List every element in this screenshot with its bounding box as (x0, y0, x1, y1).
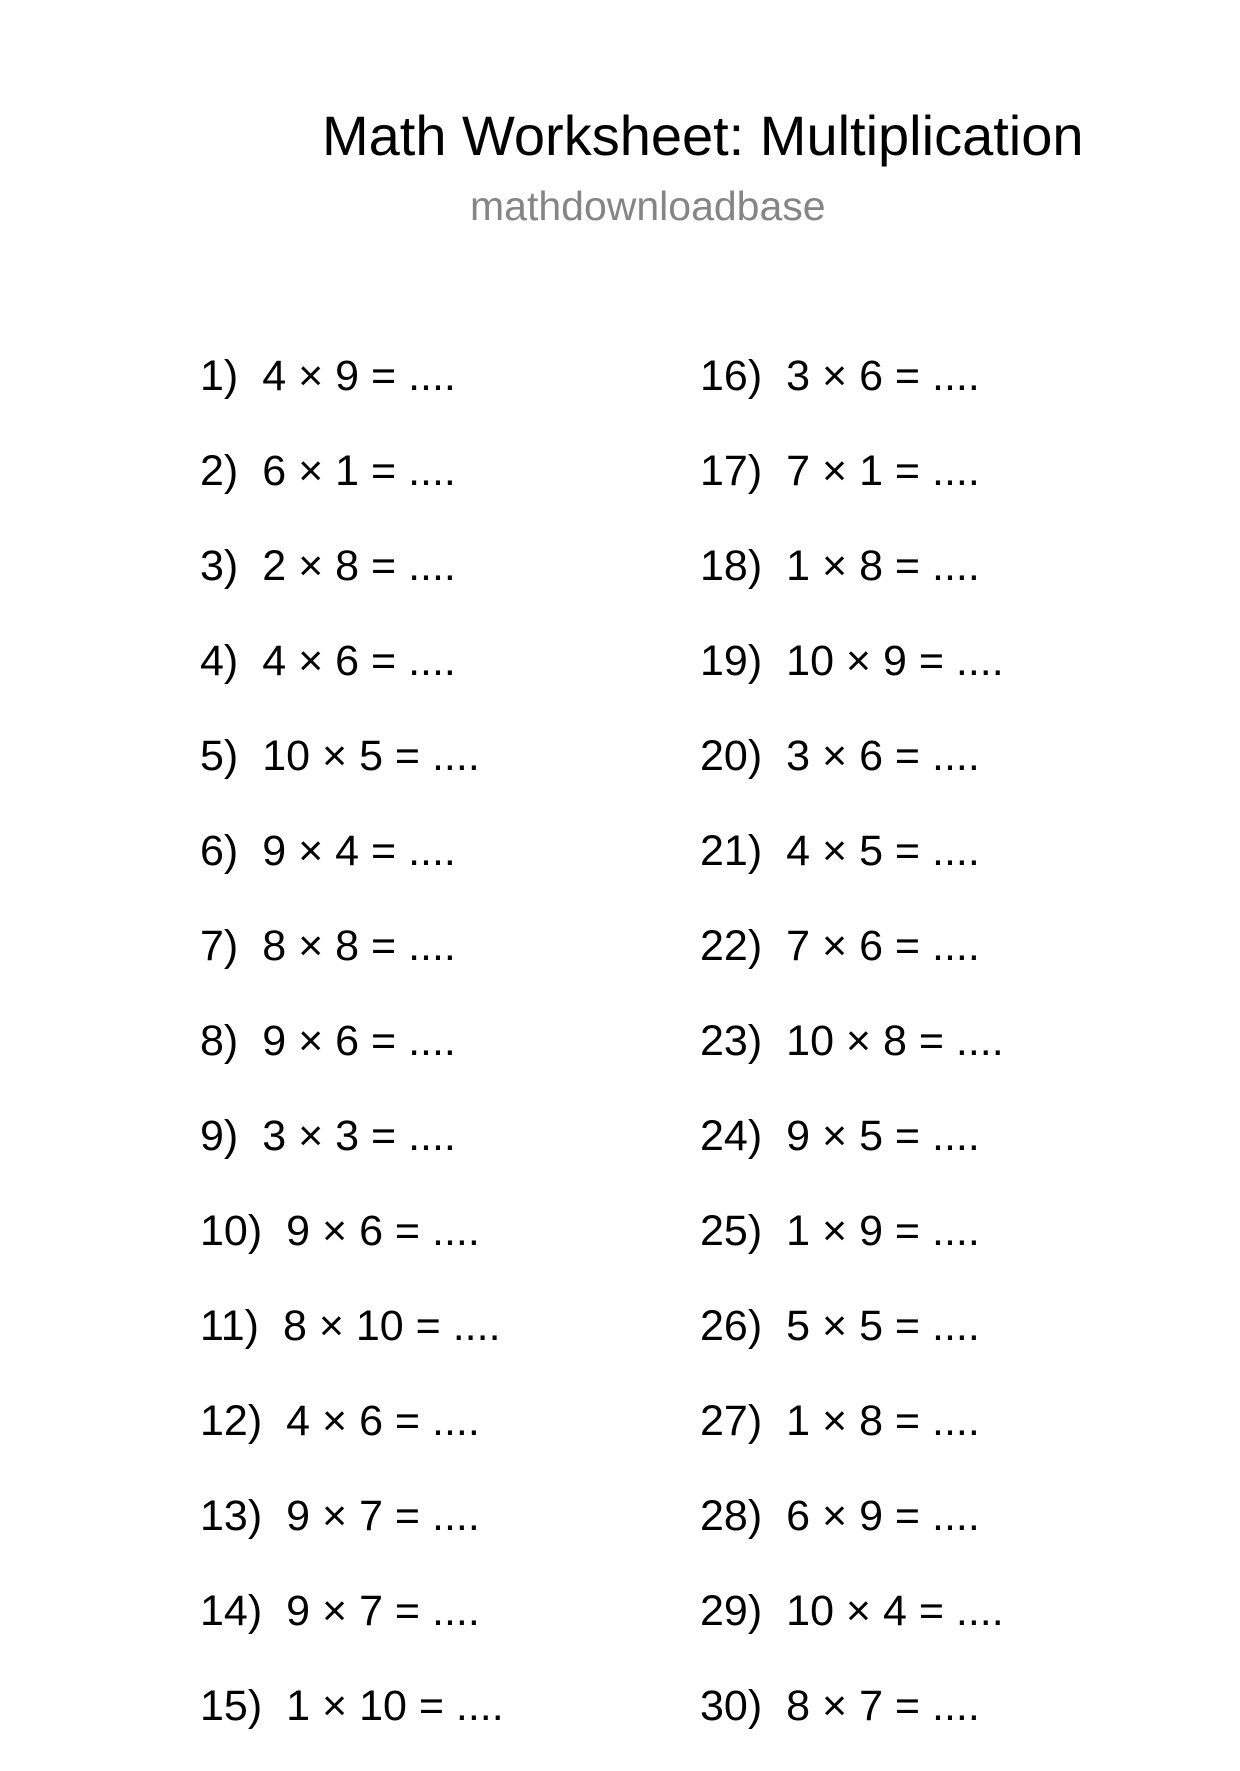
problem-item (700, 1391, 1180, 1486)
problem-item (200, 1296, 680, 1391)
problem-item (700, 1106, 1180, 1201)
problem-number: 27) (700, 1397, 763, 1445)
problem-item (700, 1201, 1180, 1296)
problem-number: 29) (700, 1587, 763, 1635)
problem-item (700, 1581, 1180, 1676)
problem-number: 13) (200, 1492, 263, 1540)
problem-expression: 6 × 1 = .... (262, 447, 456, 495)
problem-expression: 10 × 8 = .... (786, 1017, 1004, 1065)
problem-item (200, 346, 680, 441)
problem-column-left (200, 346, 680, 1771)
problem-item (200, 1391, 680, 1486)
problem-item (200, 1676, 680, 1771)
problem-expression: 4 × 6 = .... (262, 637, 456, 685)
problem-expression: 4 × 9 = .... (262, 352, 456, 400)
problem-expression: 8 × 8 = .... (262, 922, 456, 970)
problem-number: 14) (200, 1587, 263, 1635)
problem-item (700, 441, 1180, 536)
problem-number: 21) (700, 827, 763, 875)
problem-item (700, 536, 1180, 631)
problem-expression: 10 × 4 = .... (786, 1587, 1004, 1635)
problem-expression: 1 × 9 = .... (786, 1207, 980, 1255)
problem-item (200, 441, 680, 536)
problem-expression: 3 × 6 = .... (786, 732, 980, 780)
problem-number: 4) (200, 637, 239, 685)
problem-expression: 1 × 10 = .... (286, 1682, 504, 1730)
problem-item (200, 726, 680, 821)
problem-number: 26) (700, 1302, 763, 1350)
problem-expression: 9 × 4 = .... (262, 827, 456, 875)
problem-number: 28) (700, 1492, 763, 1540)
problem-item (200, 1201, 680, 1296)
problem-item (700, 1011, 1180, 1106)
problem-expression: 2 × 8 = .... (262, 542, 456, 590)
problem-item (700, 726, 1180, 821)
problem-number: 12) (200, 1397, 263, 1445)
problem-expression: 9 × 6 = .... (262, 1017, 456, 1065)
problem-number: 9) (200, 1112, 239, 1160)
problem-number: 1) (200, 352, 239, 400)
problem-number: 8) (200, 1017, 239, 1065)
problem-number: 19) (700, 637, 763, 685)
problem-item (200, 1581, 680, 1676)
problem-expression: 6 × 9 = .... (786, 1492, 980, 1540)
problem-number: 10) (200, 1207, 263, 1255)
problem-number: 20) (700, 732, 763, 780)
problem-expression: 9 × 6 = .... (286, 1207, 480, 1255)
problem-item (700, 916, 1180, 1011)
problem-expression: 4 × 6 = .... (286, 1397, 480, 1445)
problem-number: 30) (700, 1682, 763, 1730)
problem-column-right (700, 346, 1180, 1771)
problem-number: 15) (200, 1682, 263, 1730)
problem-number: 23) (700, 1017, 763, 1065)
problem-expression: 10 × 5 = .... (262, 732, 480, 780)
problem-number: 22) (700, 922, 763, 970)
problem-expression: 5 × 5 = .... (786, 1302, 980, 1350)
problem-expression: 1 × 8 = .... (786, 1397, 980, 1445)
problem-item (200, 631, 680, 726)
problem-expression: 8 × 7 = .... (786, 1682, 980, 1730)
problem-expression: 7 × 6 = .... (786, 922, 980, 970)
problem-item (700, 1486, 1180, 1581)
problem-item (200, 1106, 680, 1201)
problem-expression: 3 × 3 = .... (262, 1112, 456, 1160)
problem-number: 5) (200, 732, 239, 780)
problem-number: 18) (700, 542, 763, 590)
problem-expression: 7 × 1 = .... (786, 447, 980, 495)
problem-expression: 9 × 7 = .... (286, 1587, 480, 1635)
problem-number: 25) (700, 1207, 763, 1255)
problem-number: 6) (200, 827, 239, 875)
problem-expression: 4 × 5 = .... (786, 827, 980, 875)
problem-expression: 1 × 8 = .... (786, 542, 980, 590)
problem-item (700, 346, 1180, 441)
problem-number: 2) (200, 447, 239, 495)
problem-number: 11) (200, 1302, 259, 1350)
worksheet-title: Math Worksheet: Multiplication (322, 104, 1084, 167)
problem-item (200, 1486, 680, 1581)
problem-item (700, 631, 1180, 726)
problem-expression: 10 × 9 = .... (786, 637, 1004, 685)
problem-item (700, 1676, 1180, 1771)
problem-item (700, 821, 1180, 916)
problem-number: 24) (700, 1112, 763, 1160)
problem-item (700, 1296, 1180, 1391)
problem-item (200, 916, 680, 1011)
problem-expression: 9 × 5 = .... (786, 1112, 980, 1160)
problem-expression: 8 × 10 = .... (282, 1302, 501, 1350)
problem-number: 3) (200, 542, 239, 590)
problem-number: 16) (700, 352, 763, 400)
problem-item (200, 1011, 680, 1106)
problem-expression: 9 × 7 = .... (286, 1492, 480, 1540)
problem-number: 17) (700, 447, 763, 495)
worksheet-subtitle: mathdownloadbase (470, 183, 826, 229)
problem-expression: 3 × 6 = .... (786, 352, 980, 400)
problem-item (200, 536, 680, 631)
problem-item (200, 821, 680, 916)
problem-number: 7) (200, 922, 239, 970)
